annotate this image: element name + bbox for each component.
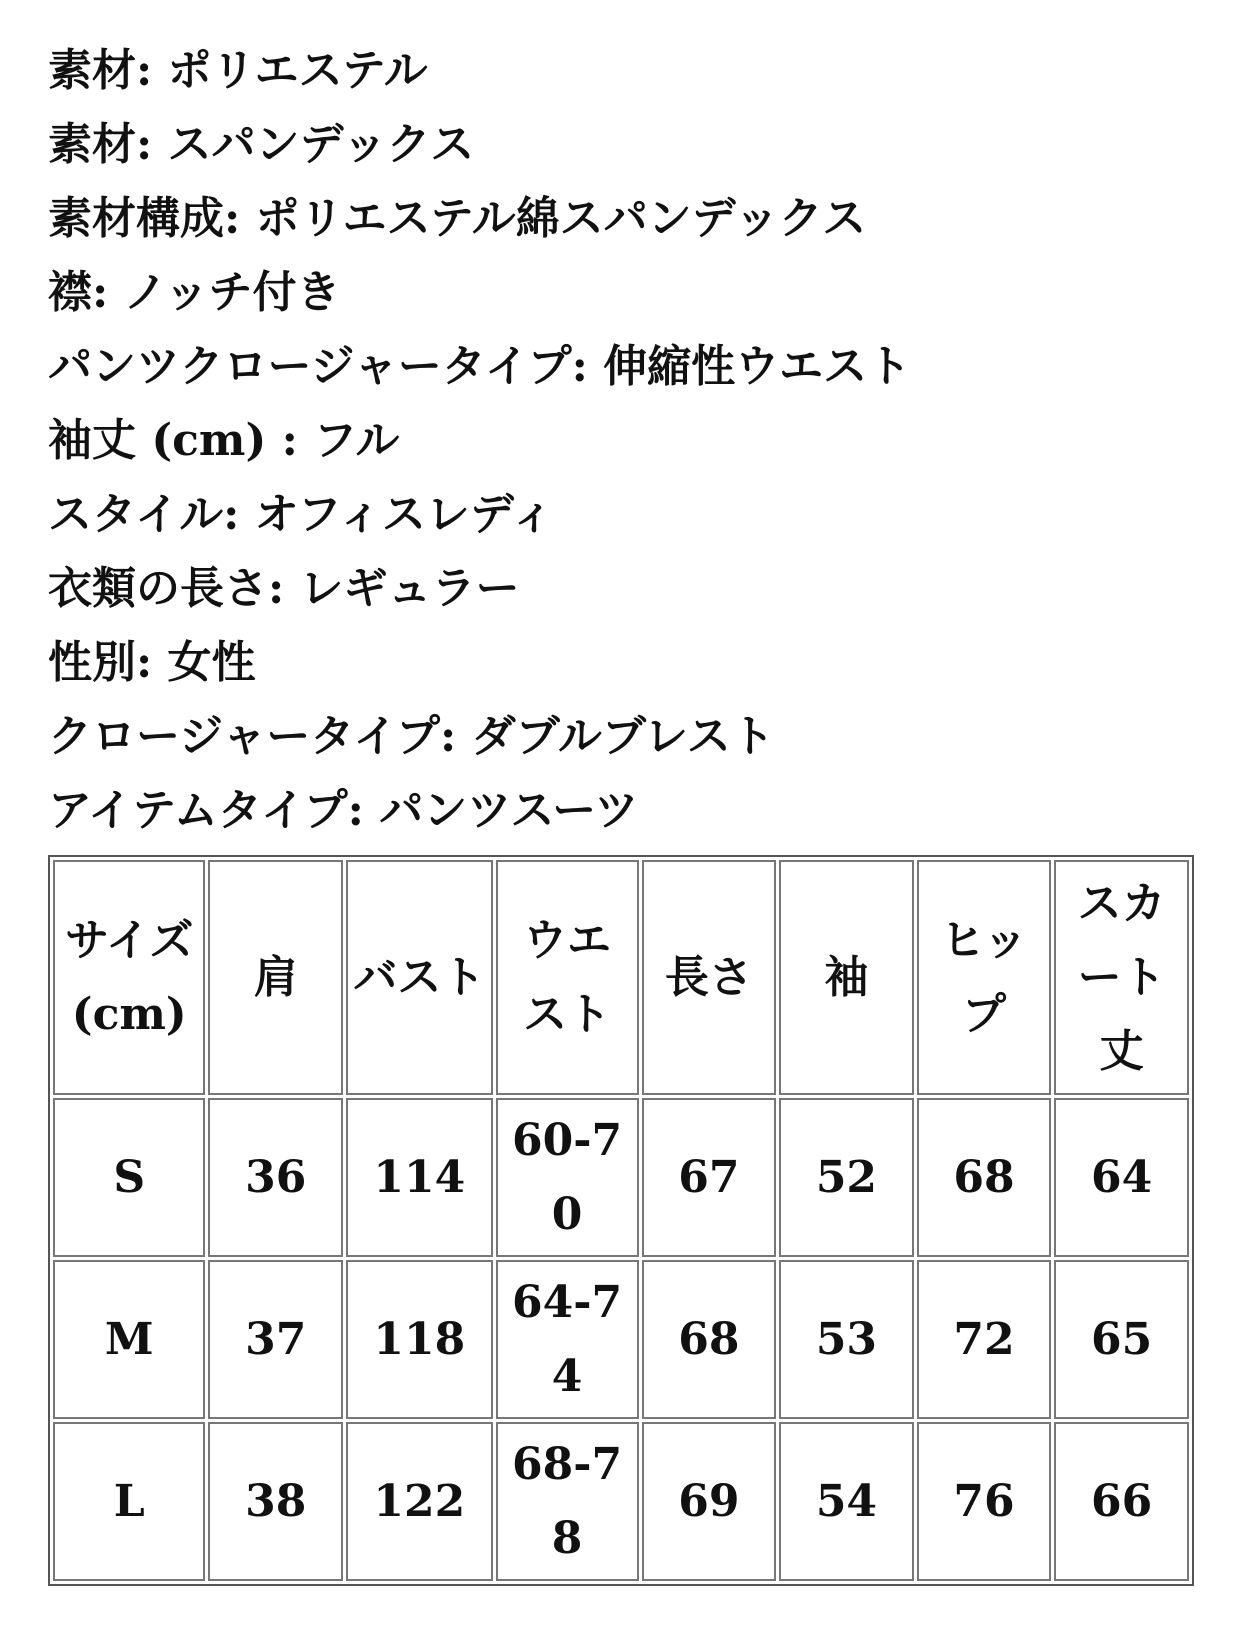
table-cell: 53: [779, 1260, 914, 1419]
spec-material-composition: 素材構成: ポリエステル綿スパンデックス: [48, 193, 867, 244]
table-row: [53, 1260, 1189, 1419]
spec-gender: 性別: 女性: [48, 637, 256, 688]
table-cell: 36: [208, 1098, 343, 1257]
table-cell: 69: [642, 1422, 777, 1581]
spec-garment-length: 衣類の長さ: レギュラー: [48, 563, 520, 614]
table-cell: 72: [917, 1260, 1052, 1419]
spec-pants-closure: パンツクロージャータイプ: 伸縮性ウエスト: [48, 341, 912, 392]
size-table: [48, 855, 1194, 1586]
header-length: 長さ: [642, 860, 777, 1095]
table-cell: 67: [642, 1098, 777, 1257]
table-header-row: [53, 860, 1189, 1095]
table-cell: 38: [208, 1422, 343, 1581]
spec-material-1: 素材: ポリエステル: [48, 45, 428, 96]
header-sleeve: 袖: [779, 860, 914, 1095]
table-row: [53, 1098, 1189, 1257]
spec-closure-type: クロージャータイプ: ダブルブレスト: [48, 711, 775, 762]
table-cell: 118: [346, 1260, 493, 1419]
header-bust: バスト: [346, 860, 493, 1095]
table-cell: L: [53, 1422, 205, 1581]
spec-list: [48, 34, 1208, 848]
spec-collar: 襟: ノッチ付き: [48, 267, 341, 318]
table-row: [53, 1422, 1189, 1581]
spec-item-type: アイテムタイプ: パンツスーツ: [48, 785, 639, 836]
header-shoulder: 肩: [208, 860, 343, 1095]
table-cell: 122: [346, 1422, 493, 1581]
table-cell: 65: [1054, 1260, 1189, 1419]
header-skirt-length: スカート丈: [1054, 860, 1189, 1095]
table-cell: 66: [1054, 1422, 1189, 1581]
spec-sleeve-length: 袖丈 (cm) : フル: [48, 415, 400, 466]
spec-material-2: 素材: スパンデックス: [48, 119, 475, 170]
table-cell: 37: [208, 1260, 343, 1419]
table-cell: M: [53, 1260, 205, 1419]
table-cell: 68: [917, 1098, 1052, 1257]
table-cell: 76: [917, 1422, 1052, 1581]
header-hip: ヒップ: [917, 860, 1052, 1095]
header-size: サイズ(cm): [53, 860, 205, 1095]
table-cell: 64: [1054, 1098, 1189, 1257]
table-cell: 52: [779, 1098, 914, 1257]
table-cell: 68-78: [496, 1422, 639, 1581]
header-waist: ウエスト: [496, 860, 639, 1095]
table-cell: S: [53, 1098, 205, 1257]
table-cell: 114: [346, 1098, 493, 1257]
table-cell: 54: [779, 1422, 914, 1581]
table-cell: 64-74: [496, 1260, 639, 1419]
table-cell: 68: [642, 1260, 777, 1419]
spec-style: スタイル: オフィスレディ: [48, 489, 555, 540]
table-cell: 60-70: [496, 1098, 639, 1257]
